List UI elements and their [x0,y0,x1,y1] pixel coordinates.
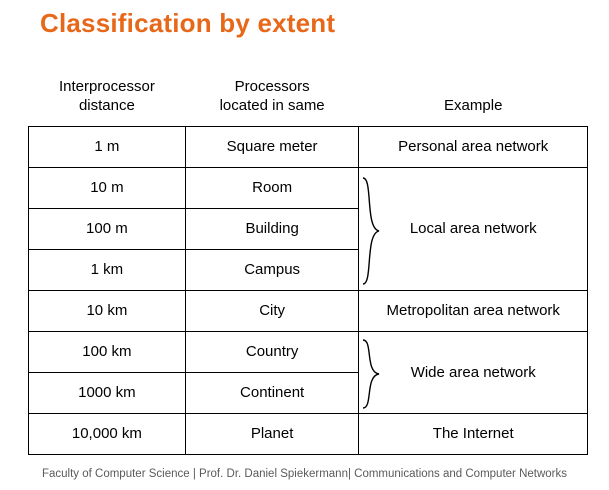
footer-separator-1: | [189,468,200,480]
column-header-located-line2: located in same [219,96,325,114]
table-row [29,126,588,167]
cell-distance: 1 km [29,249,186,290]
cell-located: Continent [185,372,359,413]
example-label: Local area network [409,220,537,238]
example-label: The Internet [432,425,514,443]
brace-icon [359,176,383,286]
cell-distance: 10 km [29,290,186,331]
table-row [29,290,588,331]
cell-distance: 100 km [29,331,186,372]
column-header-located-line1: Processors [234,78,310,95]
table-row [29,167,588,208]
cell-distance: 10,000 km [29,413,186,454]
column-header-distance [29,76,186,126]
table-header-row [29,76,588,126]
slide-footer [0,468,609,480]
table-row [29,331,588,372]
example-label: Personal area network [398,138,549,156]
footer-separator-2: | [347,468,355,480]
column-header-distance-line2: distance [78,96,135,114]
table-body [29,126,588,454]
classification-table [28,76,588,455]
cell-located: Country [185,331,359,372]
cell-distance: 10 m [29,167,186,208]
cell-located: Building [185,208,359,249]
cell-distance: 1000 km [29,372,186,413]
cell-distance: 1 m [29,126,186,167]
cell-example [359,413,588,454]
table-row [29,413,588,454]
page-title: Classification by extent [40,8,336,38]
classification-table-wrapper [28,76,588,455]
footer-author: Prof. Dr. Daniel Spiekermann [199,468,348,480]
cell-located: Room [185,167,359,208]
column-header-located [185,76,359,126]
cell-example [359,167,588,290]
cell-distance: 100 m [29,208,186,249]
brace-icon [359,338,383,410]
cell-located: City [185,290,359,331]
example-label: Wide area network [410,363,536,381]
footer-faculty: Faculty of Computer Science [41,468,190,480]
cell-example [359,126,588,167]
cell-located: Square meter [185,126,359,167]
column-header-distance-line1: Interprocessor [58,78,155,95]
cell-example [359,290,588,331]
example-label: Metropolitan area network [386,302,560,320]
cell-located: Campus [185,249,359,290]
footer-course: Communications and Computer Networks [354,468,567,480]
table-head [29,76,588,126]
cell-located: Planet [185,413,359,454]
cell-example [359,331,588,413]
column-header-example: Example [444,96,503,114]
